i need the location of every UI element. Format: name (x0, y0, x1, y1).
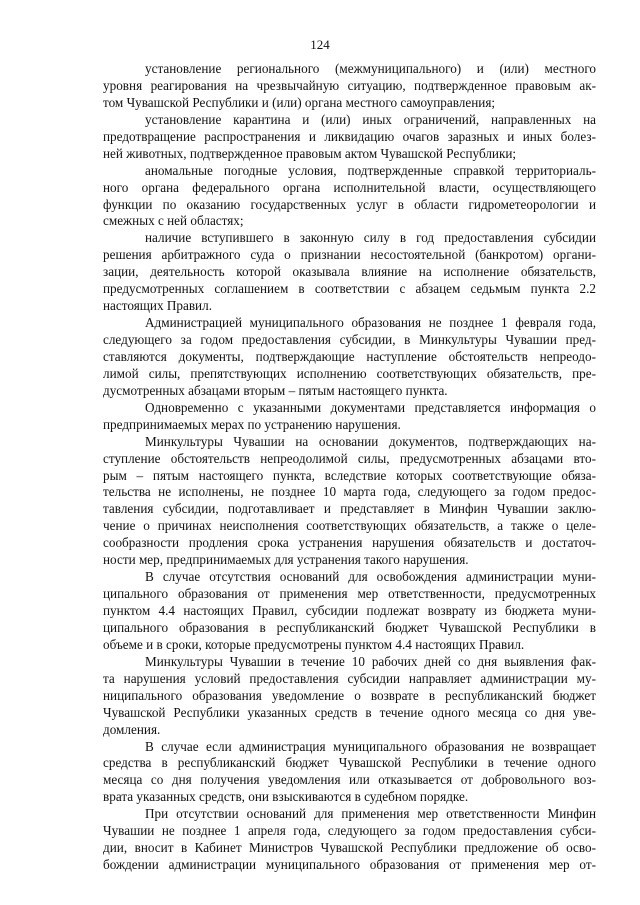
text-line: ципального образования в республиканский бюджет Чувашской Республики в (103, 619, 596, 635)
text-line: рым – пятым настоящего пункта, вследствие которых соответствующие обяза- (103, 467, 596, 483)
paragraph (103, 163, 596, 231)
paragraph (103, 112, 596, 163)
text-line: решения арбитражного суда о признании несостоятельной (банкротом) органи- (103, 247, 596, 263)
text-line: настоящих Правил. (103, 298, 212, 314)
text-line: врата указанных средств, они взыскиваются в судебном порядке. (103, 789, 469, 805)
paragraph (103, 61, 596, 112)
text-line: функции по оказанию государственных услуг в области гидрометеорологии и (103, 196, 596, 212)
text-line: установление карантина и (или) иных ограничений, направленных на (145, 111, 596, 127)
text-line: ниципального образования уведомление о возврате в республиканский бюджет (103, 687, 596, 703)
paragraph (103, 569, 596, 654)
text-line: пунктом 4.4 настоящих Правил, субсидии подлежат возврату из бюджета муни- (103, 603, 596, 618)
paragraph (103, 400, 596, 434)
text-line: При отсутствии оснований для применения мер ответственности Минфин (145, 806, 596, 822)
text-line: В случае если администрация муниципального образования не возвращает (145, 738, 596, 754)
text-line: ципального образования от применения мер ответственности, предусмотренных (103, 586, 596, 602)
body-text (103, 61, 596, 874)
paragraph (103, 315, 596, 400)
text-line: Чувашии не позднее 1 апреля года, следующего за годом предоставления субси- (103, 823, 596, 839)
text-line: установление регионального (межмуниципального) и (или) местного (145, 61, 596, 76)
text-line: Минкультуры Чувашии на основании документов, подтверждающих на- (145, 433, 596, 449)
text-line: В случае отсутствия оснований для освобождения администрации муни- (145, 569, 596, 585)
text-line: лимой силы, препятствующих исполнению соответствующих обязательств, пре- (103, 365, 596, 381)
text-line: ности мер, предпринимаемых для устранения такого нарушения. (103, 552, 469, 568)
text-line: Чувашской Республики указанных средств в течение одного месяца со дня уве- (103, 704, 596, 720)
text-line: ставляются документы, подтверждающие наступление обстоятельств непреодо- (103, 348, 596, 364)
text-line: предусмотренных соглашением в соответствии с абзацем седьмым пункта 2.2 (103, 281, 596, 297)
text-line: бождении администрации муниципального образования от применения мер от- (103, 857, 596, 873)
text-line: сообразности продления срока устранения нарушения обязательств и достаточ- (103, 535, 596, 551)
text-line: ней животных, подтвержденное правовым актом Чувашской Республики; (103, 145, 517, 161)
paragraph (103, 434, 596, 570)
text-line: наличие вступившего в законную силу в год предоставления субсидии (145, 230, 596, 246)
text-line: объеме и в сроки, которые предусмотрены пунктом 4.4 настоящих Правил. (103, 636, 525, 652)
text-line: ного органа федерального органа исполнительной власти, осуществляющего (103, 179, 596, 195)
text-line: дии, вносит в Кабинет Министров Чувашской Республики предложение об осво- (103, 840, 596, 856)
text-line: предотвращение распространения и ликвидацию очагов заразных и иных болез- (103, 128, 596, 144)
text-line: Администрацией муниципального образования не позднее 1 февраля года, (145, 315, 596, 331)
text-line: тавления субсидии, подготавливает и представляет в Минфин Чувашии заклю- (103, 501, 596, 517)
text-line: уровня реагирования на чрезвычайную ситуацию, подтвержденное правовым ак- (103, 77, 596, 93)
text-line: зации, деятельность которой оказывала влияние на исполнение обязательств, (103, 264, 596, 280)
page-number: 124 (310, 37, 330, 52)
paragraph (103, 806, 596, 874)
text-line: том Чувашской Республики и (или) органа местного самоуправления; (103, 94, 496, 110)
text-line: месяца со дня получения уведомления или отказывается от добровольного воз- (103, 772, 596, 788)
text-line: домления. (103, 721, 161, 737)
text-line: следующего за годом предоставления субсидии, в Минкультуры Чувашии пред- (103, 332, 596, 347)
text-line: смежных с ней областях; (103, 213, 244, 229)
text-line: средства в республиканский бюджет Чувашской Республики в течение одного (103, 755, 596, 771)
text-line: чение о причинах неисполнения соответствующих обязательств, а также о целе- (103, 518, 596, 534)
text-line: Минкультуры Чувашии в течение 10 рабочих дней со дня выявления фак- (145, 653, 596, 669)
text-line: ступление обстоятельств непреодолимой силы, предусмотренных абзацами вто- (103, 450, 596, 466)
text-line: дусмотренных абзацами вторым – пятым настоящего пункта. (103, 382, 448, 398)
text-line: Одновременно с указанными документами представляется информация о (145, 399, 596, 415)
text-line: тельства не исполнены, не позднее 10 марта года, следующего за годом предос- (103, 484, 596, 500)
paragraph (103, 654, 596, 739)
paragraph (103, 739, 596, 807)
text-line: предпринимаемых мерах по устранению нарушения. (103, 416, 401, 432)
paragraph (103, 230, 596, 315)
text-line: аномальные погодные условия, подтвержденные справкой территориаль- (145, 162, 596, 178)
text-line: та нарушения условий предоставления субсидии направляет администрации му- (103, 670, 596, 686)
